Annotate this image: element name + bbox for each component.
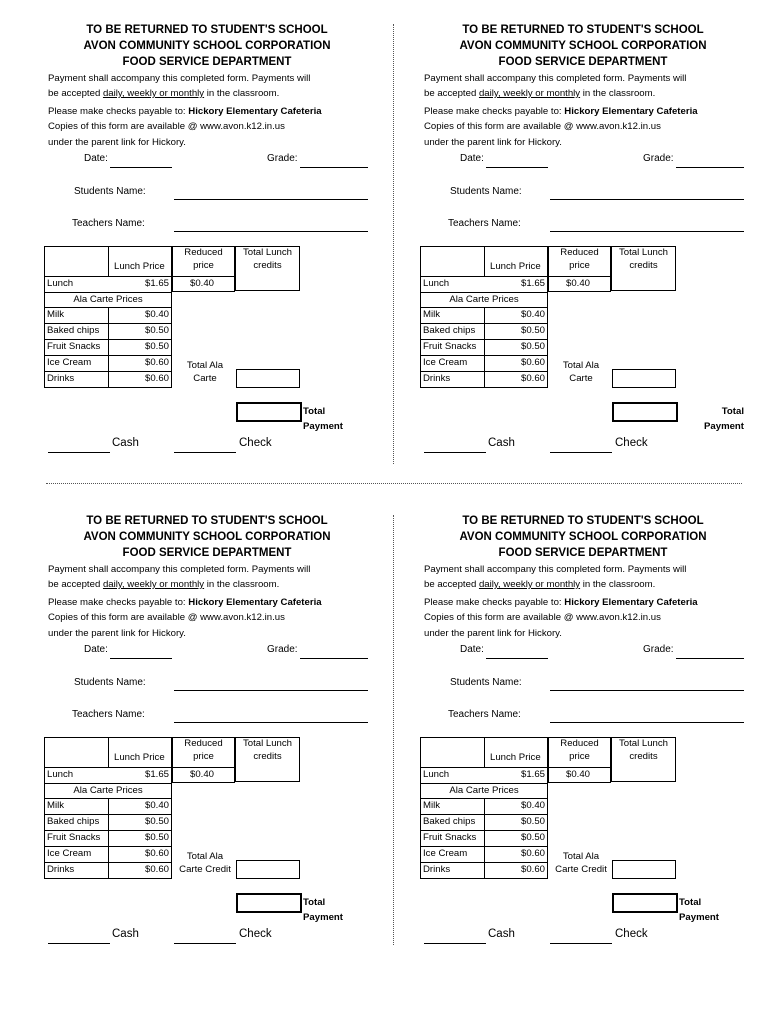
item-name: Ice Cream (423, 357, 468, 368)
student-name-field[interactable] (174, 199, 368, 200)
date-field[interactable] (486, 658, 548, 659)
total-lunch-header: Total Lunch (618, 247, 669, 258)
item-price: $0.40 (144, 800, 169, 811)
payment-frequency: be accepted daily, weekly or monthly in the classroom. (48, 88, 280, 99)
item-name: Fruit Snacks (423, 832, 477, 843)
reduced-header-2: price (569, 260, 590, 271)
copies-available: Copies of this form are available @ www.avon.k12.in.us (48, 612, 285, 623)
table-divider (484, 737, 485, 767)
header-line-1: TO BE RETURNED TO STUDENT'S SCHOOL (462, 24, 704, 36)
grade-field[interactable] (676, 167, 744, 168)
item-price: $0.50 (520, 325, 545, 336)
reduced-header-2: price (193, 260, 214, 271)
teacher-name-label: Teachers Name: (448, 218, 521, 229)
header-line-2: AVON COMMUNITY SCHOOL CORPORATION (459, 531, 707, 543)
table-divider (44, 292, 172, 293)
check-label: Check (615, 928, 648, 940)
item-price: $0.50 (144, 341, 169, 352)
cash-label: Cash (488, 437, 515, 449)
table-divider (420, 292, 548, 293)
grade-field[interactable] (676, 658, 744, 659)
lunch-price-header: Lunch Price (490, 752, 541, 763)
total-payment-label-2: Payment (679, 912, 719, 923)
header-line-1: TO BE RETURNED TO STUDENT'S SCHOOL (86, 24, 328, 36)
total-ala-carte-label: Total Ala (186, 851, 224, 862)
student-name-field[interactable] (550, 690, 744, 691)
item-price: $0.60 (520, 864, 545, 875)
form-panel-top-right (420, 24, 750, 464)
item-name: Drinks (423, 864, 451, 875)
total-lunch-header-2: credits (253, 751, 282, 762)
checks-payable: Please make checks payable to: Hickory Elementary Cafeteria (48, 106, 322, 117)
total-payment-box[interactable] (612, 402, 678, 422)
header-line-1: TO BE RETURNED TO STUDENT'S SCHOOL (86, 515, 328, 527)
payment-instructions: Payment shall accompany this completed form. Payments will (424, 73, 687, 84)
total-payment-label-2: Payment (704, 421, 744, 432)
grade-field[interactable] (300, 167, 368, 168)
item-price: $0.40 (520, 309, 545, 320)
total-payment-label: Total (303, 406, 326, 417)
total-ala-carte-label-2: Carte Credit (179, 864, 231, 875)
item-name: Drinks (47, 373, 75, 384)
check-amount-field[interactable] (550, 943, 612, 944)
table-divider (172, 276, 235, 277)
total-ala-carte-box[interactable] (612, 860, 676, 879)
reduced-price: $0.40 (190, 769, 215, 780)
header-line-3: FOOD SERVICE DEPARTMENT (498, 547, 668, 559)
total-ala-carte-label: Total Ala (186, 360, 224, 371)
lunch-label: Lunch (47, 278, 74, 289)
item-name: Baked chips (47, 816, 100, 827)
total-payment-label-2: Payment (303, 912, 343, 923)
teacher-name-field[interactable] (174, 722, 368, 723)
header-line-3: FOOD SERVICE DEPARTMENT (122, 56, 292, 68)
parent-link-note: under the parent link for Hickory. (48, 137, 186, 148)
item-price: $0.60 (144, 357, 169, 368)
parent-link-note: under the parent link for Hickory. (424, 137, 562, 148)
total-payment-box[interactable] (236, 893, 302, 913)
table-divider (484, 246, 485, 276)
teacher-name-field[interactable] (550, 722, 744, 723)
item-price: $0.60 (520, 848, 545, 859)
teacher-name-field[interactable] (550, 231, 744, 232)
total-ala-carte-label-2: Carte (193, 373, 217, 384)
student-name-field[interactable] (174, 690, 368, 691)
grade-label: Grade: (267, 153, 298, 164)
item-price: $0.50 (144, 325, 169, 336)
table-divider (172, 767, 235, 768)
header-line-2: AVON COMMUNITY SCHOOL CORPORATION (83, 40, 331, 52)
item-name: Fruit Snacks (47, 341, 101, 352)
item-price: $0.50 (144, 832, 169, 843)
total-lunch-header-2: credits (253, 260, 282, 271)
payment-instructions: Payment shall accompany this completed form. Payments will (48, 564, 311, 575)
cash-amount-field[interactable] (48, 452, 110, 453)
total-ala-carte-label-2: Carte Credit (555, 864, 607, 875)
grade-label: Grade: (643, 644, 674, 655)
date-field[interactable] (110, 167, 172, 168)
table-divider (172, 782, 235, 783)
table-divider (44, 276, 172, 277)
lunch-label: Lunch (423, 278, 450, 289)
item-name: Milk (423, 309, 441, 320)
teacher-name-label: Teachers Name: (72, 218, 145, 229)
date-label: Date: (84, 644, 108, 655)
lunch-label: Lunch (47, 769, 74, 780)
item-name: Fruit Snacks (47, 832, 101, 843)
date-label: Date: (84, 153, 108, 164)
table-divider (548, 291, 611, 292)
table-divider (108, 246, 109, 276)
total-payment-label: Total (679, 897, 702, 908)
item-name: Ice Cream (47, 357, 92, 368)
table-divider (108, 737, 109, 767)
date-field[interactable] (486, 167, 548, 168)
total-payment-label-2: Payment (303, 421, 343, 432)
total-ala-carte-label: Total Ala (562, 851, 600, 862)
total-ala-carte-label: Total Ala (562, 360, 600, 371)
item-price: $0.60 (520, 373, 545, 384)
lunch-price: $1.65 (520, 769, 545, 780)
item-name: Baked chips (423, 325, 476, 336)
cash-label: Cash (112, 437, 139, 449)
student-name-label: Students Name: (74, 677, 146, 688)
item-price: $0.40 (144, 309, 169, 320)
date-field[interactable] (110, 658, 172, 659)
table-divider (548, 767, 611, 768)
lunch-price: $1.65 (144, 769, 169, 780)
teacher-name-field[interactable] (174, 231, 368, 232)
cash-label: Cash (112, 928, 139, 940)
form-panel-bottom-left (44, 515, 374, 955)
header-line-3: FOOD SERVICE DEPARTMENT (122, 547, 292, 559)
ala-carte-title: Ala Carte Prices (449, 294, 519, 305)
lunch-price-header: Lunch Price (114, 261, 165, 272)
total-payment-label: Total (721, 406, 744, 417)
total-lunch-header-2: credits (629, 260, 658, 271)
total-lunch-header: Total Lunch (242, 738, 293, 749)
reduced-price: $0.40 (190, 278, 215, 289)
item-name: Drinks (47, 864, 75, 875)
reduced-header: Reduced (184, 738, 223, 749)
total-lunch-header: Total Lunch (242, 247, 293, 258)
table-divider (420, 276, 548, 277)
horizontal-cut-line (46, 483, 742, 484)
table-divider (44, 783, 172, 784)
item-price: $0.60 (520, 357, 545, 368)
header-line-1: TO BE RETURNED TO STUDENT'S SCHOOL (462, 515, 704, 527)
lunch-label: Lunch (423, 769, 450, 780)
cash-label: Cash (488, 928, 515, 940)
ala-carte-title: Ala Carte Prices (73, 785, 143, 796)
payment-frequency: be accepted daily, weekly or monthly in the classroom. (424, 579, 656, 590)
vertical-cut-line (393, 515, 394, 945)
total-payment-label: Total (303, 897, 326, 908)
table-divider (420, 783, 548, 784)
item-price: $0.60 (144, 864, 169, 875)
item-name: Ice Cream (423, 848, 468, 859)
parent-link-note: under the parent link for Hickory. (48, 628, 186, 639)
payment-instructions: Payment shall accompany this completed form. Payments will (424, 564, 687, 575)
form-panel-top-left (44, 24, 374, 464)
item-name: Milk (47, 800, 65, 811)
form-panel-bottom-right (420, 515, 750, 955)
item-name: Milk (47, 309, 65, 320)
lunch-price-header: Lunch Price (490, 261, 541, 272)
lunch-price: $1.65 (520, 278, 545, 289)
header-line-2: AVON COMMUNITY SCHOOL CORPORATION (83, 531, 331, 543)
cash-amount-field[interactable] (48, 943, 110, 944)
student-name-label: Students Name: (450, 677, 522, 688)
check-label: Check (615, 437, 648, 449)
lunch-price-header: Lunch Price (114, 752, 165, 763)
grade-field[interactable] (300, 658, 368, 659)
parent-link-note: under the parent link for Hickory. (424, 628, 562, 639)
ala-carte-title: Ala Carte Prices (449, 785, 519, 796)
check-amount-field[interactable] (174, 943, 236, 944)
checks-payable: Please make checks payable to: Hickory Elementary Cafeteria (424, 106, 698, 117)
total-ala-carte-box[interactable] (236, 860, 300, 879)
total-ala-carte-box[interactable] (236, 369, 300, 388)
total-lunch-header-2: credits (629, 751, 658, 762)
cash-amount-field[interactable] (424, 943, 486, 944)
copies-available: Copies of this form are available @ www.avon.k12.in.us (48, 121, 285, 132)
payment-frequency: be accepted daily, weekly or monthly in the classroom. (424, 88, 656, 99)
payment-instructions: Payment shall accompany this completed form. Payments will (48, 73, 311, 84)
copies-available: Copies of this form are available @ www.avon.k12.in.us (424, 121, 661, 132)
header-line-3: FOOD SERVICE DEPARTMENT (498, 56, 668, 68)
lunch-price: $1.65 (144, 278, 169, 289)
reduced-header-2: price (193, 751, 214, 762)
item-name: Ice Cream (47, 848, 92, 859)
total-ala-carte-label-2: Carte (569, 373, 593, 384)
student-name-field[interactable] (550, 199, 744, 200)
item-price: $0.60 (144, 373, 169, 384)
reduced-header: Reduced (560, 247, 599, 258)
table-divider (420, 767, 548, 768)
reduced-price: $0.40 (566, 278, 591, 289)
check-amount-field[interactable] (174, 452, 236, 453)
grade-label: Grade: (267, 644, 298, 655)
check-label: Check (239, 928, 272, 940)
student-name-label: Students Name: (450, 186, 522, 197)
reduced-header: Reduced (184, 247, 223, 258)
teacher-name-label: Teachers Name: (448, 709, 521, 720)
header-line-2: AVON COMMUNITY SCHOOL CORPORATION (459, 40, 707, 52)
total-payment-box[interactable] (236, 402, 302, 422)
ala-carte-title: Ala Carte Prices (73, 294, 143, 305)
item-price: $0.50 (520, 816, 545, 827)
item-name: Baked chips (423, 816, 476, 827)
item-price: $0.40 (520, 800, 545, 811)
grade-label: Grade: (643, 153, 674, 164)
cash-amount-field[interactable] (424, 452, 486, 453)
item-name: Baked chips (47, 325, 100, 336)
payment-frequency: be accepted daily, weekly or monthly in the classroom. (48, 579, 280, 590)
total-ala-carte-box[interactable] (612, 369, 676, 388)
teacher-name-label: Teachers Name: (72, 709, 145, 720)
item-name: Fruit Snacks (423, 341, 477, 352)
copies-available: Copies of this form are available @ www.avon.k12.in.us (424, 612, 661, 623)
check-label: Check (239, 437, 272, 449)
reduced-header: Reduced (560, 738, 599, 749)
item-name: Milk (423, 800, 441, 811)
item-price: $0.50 (520, 341, 545, 352)
reduced-header-2: price (569, 751, 590, 762)
total-payment-box[interactable] (612, 893, 678, 913)
vertical-cut-line (393, 24, 394, 464)
item-name: Drinks (423, 373, 451, 384)
item-price: $0.50 (520, 832, 545, 843)
checks-payable: Please make checks payable to: Hickory Elementary Cafeteria (48, 597, 322, 608)
check-amount-field[interactable] (550, 452, 612, 453)
table-divider (172, 291, 235, 292)
item-price: $0.60 (144, 848, 169, 859)
checks-payable: Please make checks payable to: Hickory Elementary Cafeteria (424, 597, 698, 608)
total-lunch-header: Total Lunch (618, 738, 669, 749)
item-price: $0.50 (144, 816, 169, 827)
table-divider (548, 276, 611, 277)
reduced-price: $0.40 (566, 769, 591, 780)
date-label: Date: (460, 644, 484, 655)
table-divider (548, 782, 611, 783)
date-label: Date: (460, 153, 484, 164)
table-divider (44, 767, 172, 768)
student-name-label: Students Name: (74, 186, 146, 197)
